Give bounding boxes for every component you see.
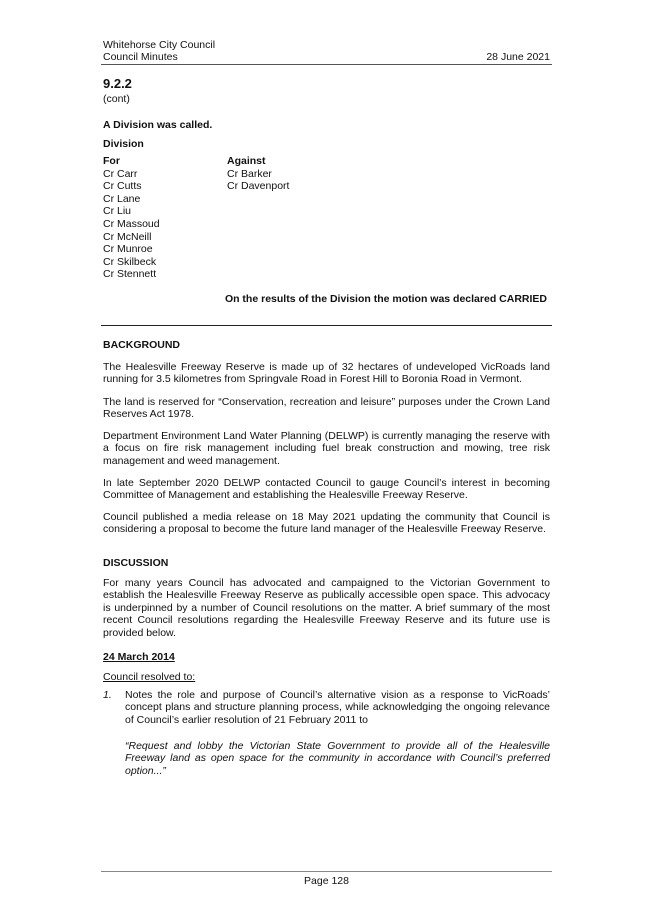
for-member: Cr Munroe <box>103 243 153 256</box>
header-org: Whitehorse City Council <box>103 39 216 51</box>
division-result: On the results of the Division the motion was declared CARRIED <box>224 293 547 305</box>
background-paragraph: Council published a media release on 18 May 2021 updating the community that Council is considering a proposal to become the future land manager of the Healesville Freeway Reserve. <box>103 511 550 536</box>
for-label: For <box>103 155 120 167</box>
for-member: Cr Liu <box>103 205 132 218</box>
for-member: Cr Stennett <box>103 268 157 281</box>
for-member: Cr Massoud <box>103 217 160 230</box>
section-number: 9.2.2 <box>103 76 132 91</box>
resolution-item-number: 1. <box>103 689 112 701</box>
for-member: Cr Carr <box>103 167 138 180</box>
header-doc: Council Minutes <box>103 51 178 63</box>
background-paragraph: In late September 2020 DELWP contacted Council to gauge Council’s interest in becoming Committee of Management and establishing the Healesville Freeway Reserve. <box>103 477 550 502</box>
background-paragraph: The land is reserved for “Conservation, recreation and leisure” purposes under the Crown Land Reserves Act 1978. <box>103 396 550 421</box>
section-cont: (cont) <box>103 93 130 105</box>
resolution-date-heading: 24 March 2014 <box>103 651 175 663</box>
background-paragraph: Department Environment Land Water Planning (DELWP) is currently managing the reserve with a focus on fire risk management including fuel break construction and mowing, tree risk management and weed management. <box>103 430 550 467</box>
for-member: Cr Skilbeck <box>103 255 157 268</box>
background-heading: BACKGROUND <box>103 339 180 351</box>
footer-divider <box>101 871 552 872</box>
against-member: Cr Davenport <box>227 180 290 193</box>
for-column <box>103 155 160 281</box>
resolution-item-text: Notes the role and purpose of Council’s alternative vision as a response to VicRoads’ concept plans and structure planning process, while acknowledging the ongoing relevance of Council’s earlier resolution of 21 February 2011 to <box>125 689 550 726</box>
resolution-intro: Council resolved to: <box>103 671 196 683</box>
resolution-quote: “Request and lobby the Victorian State Government to provide all of the Healesville Freeway land as open space for the community in accordance with Council’s preferred option...” <box>125 740 550 777</box>
division-called: A Division was called. <box>103 119 213 131</box>
against-column <box>227 155 289 193</box>
discussion-heading: DISCUSSION <box>103 557 169 569</box>
header-left <box>103 39 215 63</box>
against-member: Cr Barker <box>227 167 272 180</box>
division-label: Division <box>103 138 144 150</box>
for-member: Cr Cutts <box>103 180 142 193</box>
against-label: Against <box>227 155 266 167</box>
for-member: Cr Lane <box>103 192 141 205</box>
discussion-paragraph: For many years Council has advocated and campaigned to the Victorian Government to establish the Healesville Freeway Reserve as publically accessible open space. This advocacy is underpinned by a number of Council resolutions on the matter. A brief summary of the most recent Council resolutions regarding the Healesville Freeway Reserve and its future use is provided below. <box>103 577 550 639</box>
background-paragraph: The Healesville Freeway Reserve is made up of 32 hectares of undeveloped VicRoads land running for 3.5 kilometres from Springvale Road in Forest Hill to Boronia Road in Vermont. <box>103 361 550 386</box>
header-divider <box>101 64 552 65</box>
for-member: Cr McNeill <box>103 230 152 243</box>
section-rule <box>101 325 552 326</box>
header-date: 28 June 2021 <box>486 51 550 63</box>
page-number: Page 128 <box>304 875 349 887</box>
